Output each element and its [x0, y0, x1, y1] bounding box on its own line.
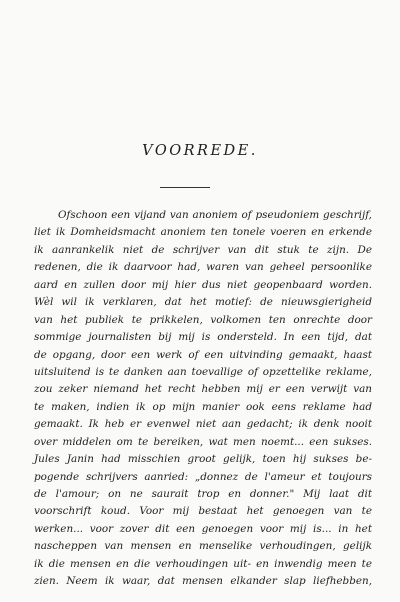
text-line: zou zeker niemand het recht hebben mij er een verwijt van	[34, 383, 372, 396]
text-line: werken... voor zover dit een genoegen voor mij is... in het	[34, 522, 372, 535]
text-line: uitsluitend is te danken aan toevallige of opzettelike reklame,	[34, 365, 372, 378]
heading-divider	[160, 187, 210, 188]
text-line: Wèl wil ik verklaren, dat het motief: de nieuwsgierigheid	[34, 296, 372, 309]
text-line: ik die mensen en die verhoudingen uit- en inwendig meen te	[34, 557, 372, 570]
text-line: zien. Neem ik waar, dat mensen elkander slap liefhebben,	[34, 575, 372, 588]
text-line: de l'amour; on ne saurait trop en donner." Mij laat dit	[34, 488, 372, 500]
text-line: gemaakt. Ik heb er evenwel niet aan gedacht; ik denk nooit	[34, 418, 372, 431]
page-heading: VOORREDE.	[142, 143, 258, 159]
text-line: over middelen om te bereiken, wat men noemt... een sukses.	[34, 435, 372, 448]
text-line: de opgang, door een werk of een uitvinding gemaakt, haast	[34, 348, 372, 361]
text-line: aard en zullen door mij hier dus niet geopenbaard worden.	[34, 278, 372, 291]
body-text	[34, 207, 372, 591]
text-line: ik aanrankelik niet de schrijver van dit stuk te zijn. De	[34, 243, 372, 256]
text-line: voorschrift koud. Voor mij bestaat het genoegen van te	[34, 505, 372, 518]
text-line: pogende schrijvers aanried: „donnez de l'ameur et toujours	[34, 470, 372, 483]
text-line: Jules Janin had misschien groot gelijk, toen hij sukses be-	[34, 453, 372, 466]
text-line: sommige journalisten bij mij is ondersteld. In een tijd, dat	[34, 331, 372, 344]
text-line: nascheppen van mensen en menselike verhoudingen, gelijk	[34, 540, 372, 553]
text-line: redenen, die ik daarvoor had, waren van geheel persoonlike	[34, 261, 372, 274]
text-line: Ofschoon een vijand van anoniem of pseudoniem geschrijf,	[58, 209, 372, 221]
text-line: liet ik Domheidsmacht anoniem ten tonele voeren en erkende	[34, 226, 372, 239]
text-line: te maken, indien ik op mijn manier ook eens reklame had	[34, 400, 372, 413]
text-line: van het publiek te prikkelen, volkomen ten onrechte door	[34, 313, 372, 326]
